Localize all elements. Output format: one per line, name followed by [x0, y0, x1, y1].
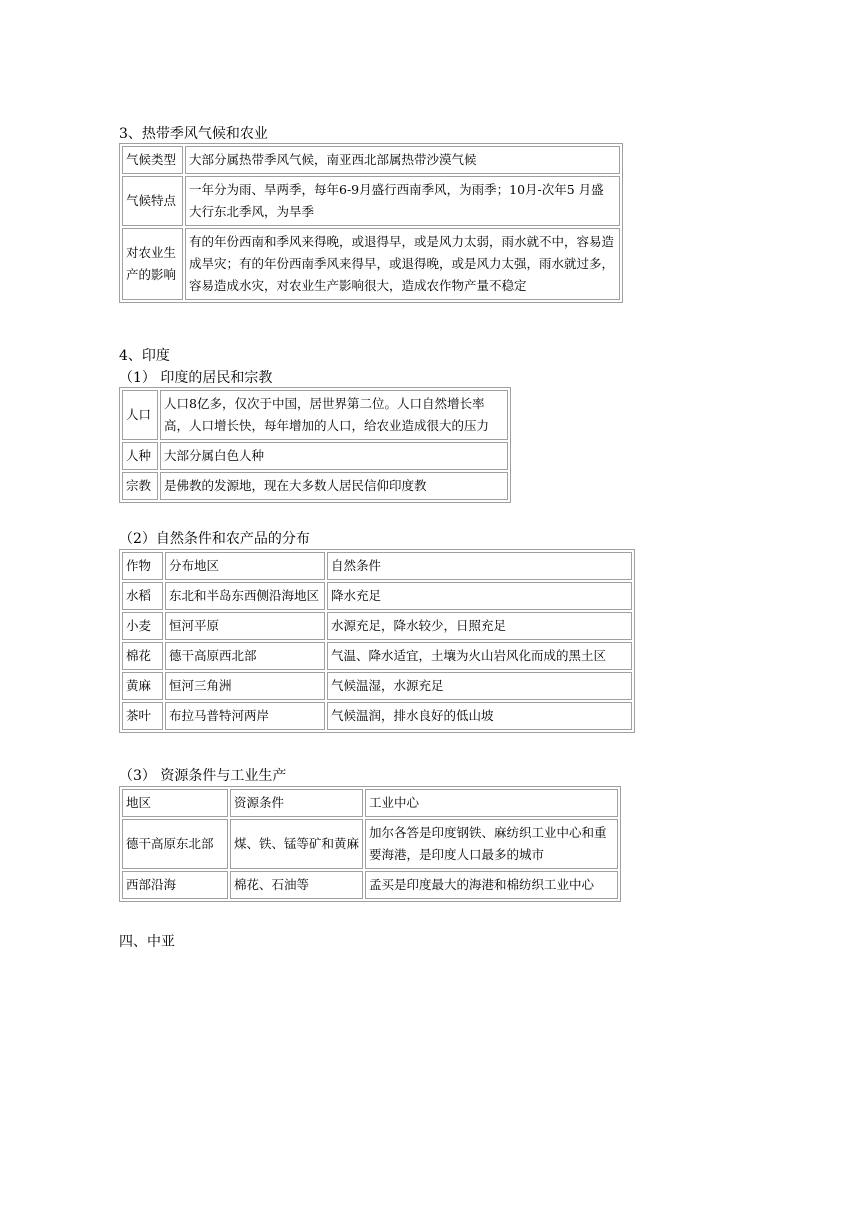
row-text: 大部分属白色人种: [160, 442, 508, 470]
industry-table: [119, 786, 621, 902]
cell: 气温、降水适宜，土壤为火山岩风化而成的黑土区: [327, 642, 632, 670]
cell: 加尔各答是印度钢铁、麻纺织工业中心和重要海港，是印度人口最多的城市: [365, 819, 618, 869]
cell: 降水充足: [327, 582, 632, 610]
cell: 气候温湿，水源充足: [327, 672, 632, 700]
row-label: 宗教: [122, 472, 158, 500]
column-header: 作物: [122, 552, 163, 580]
row-label: 气候类型: [122, 146, 183, 174]
cell: 小麦: [122, 612, 163, 640]
table-row: [122, 176, 620, 226]
cell: 东北和半岛东西侧沿海地区: [165, 582, 325, 610]
subsection-1-title: （1） 印度的居民和宗教: [119, 370, 273, 386]
table-row: [122, 642, 632, 670]
cell: 水稻: [122, 582, 163, 610]
cell: 棉花、石油等: [230, 871, 363, 899]
column-header: 资源条件: [230, 789, 363, 817]
table-row: [122, 612, 632, 640]
row-text: 一年分为雨、旱两季，每年6-9月盛行西南季风，为雨季；10月-次年5 月盛大行东北季风，为旱季: [185, 176, 620, 226]
table-row: [122, 146, 620, 174]
cell: 德干高原东北部: [122, 819, 228, 869]
column-header: 工业中心: [365, 789, 618, 817]
cell: 茶叶: [122, 702, 163, 730]
climate-table: [119, 143, 623, 303]
population-table: [119, 387, 511, 503]
row-label: 人口: [122, 390, 158, 440]
row-text: 有的年份西南和季风来得晚，或退得早，或是风力太弱，雨水就不中，容易造成旱灾；有的年份西南季风来得早，或退得晚，或是风力太强，雨水就过多，容易造成水灾，对农业生产影响很大，造成农作物产量不稳定: [185, 228, 620, 300]
table-row: [122, 472, 508, 500]
cell: 煤、铁、锰等矿和黄麻: [230, 819, 363, 869]
subsection-2-title: （2）自然条件和农产品的分布: [119, 531, 310, 547]
cell: 布拉马普特河两岸: [165, 702, 325, 730]
section-4-title: 4、印度: [119, 348, 170, 364]
cell: 恒河三角洲: [165, 672, 325, 700]
table-row: [122, 702, 632, 730]
table-header-row: [122, 789, 618, 817]
column-header: 地区: [122, 789, 228, 817]
cell: 孟买是印度最大的海港和棉纺织工业中心: [365, 871, 618, 899]
table-header-row: [122, 552, 632, 580]
crops-table: [119, 549, 635, 733]
cell: 恒河平原: [165, 612, 325, 640]
cell: 黄麻: [122, 672, 163, 700]
table-row: [122, 871, 618, 899]
table-row: [122, 819, 618, 869]
row-text: 大部分属热带季风气候，南亚西北部属热带沙漠气候: [185, 146, 620, 174]
cell: 棉花: [122, 642, 163, 670]
column-header: 分布地区: [165, 552, 325, 580]
cell: 气候温润，排水良好的低山坡: [327, 702, 632, 730]
cell: 德干高原西北部: [165, 642, 325, 670]
row-label: 气候特点: [122, 176, 183, 226]
table-row: [122, 672, 632, 700]
row-label: 人种: [122, 442, 158, 470]
section-3-title: 3、热带季风气候和农业: [119, 126, 268, 142]
row-label: 对农业生产的影响: [122, 228, 183, 300]
table-row: [122, 442, 508, 470]
row-text: 是佛教的发源地，现在大多数人居民信仰印度教: [160, 472, 508, 500]
table-row: [122, 228, 620, 300]
row-text: 人口8亿多，仅次于中国，居世界第二位。人口自然增长率高，人口增长快，每年增加的人口，给农业造成很大的压力: [160, 390, 508, 440]
next-section-title: 四、中亚: [119, 934, 175, 950]
table-row: [122, 582, 632, 610]
cell: 水源充足，降水较少，日照充足: [327, 612, 632, 640]
cell: 西部沿海: [122, 871, 228, 899]
column-header: 自然条件: [327, 552, 632, 580]
table-row: [122, 390, 508, 440]
subsection-3-title: （3） 资源条件与工业生产: [119, 768, 287, 784]
